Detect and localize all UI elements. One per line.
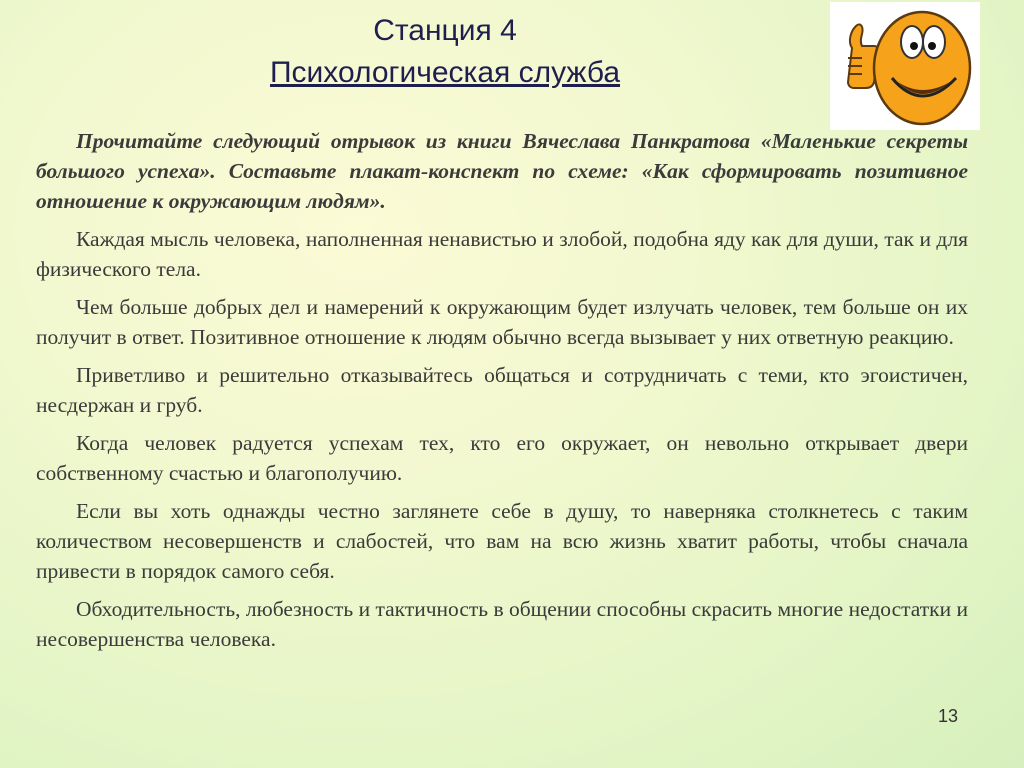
page-number: 13 [938,706,959,726]
service-title: Психологическая служба [269,56,621,89]
text-paragraph: Когда человек радуется успехам тех, кто его окружает, он невольно открывает двери собственному счастью и благополучию. [36,431,968,485]
text-paragraph: Чем больше добрых дел и намерений к окружающим будет излучать человек, тем больше он их получит в ответ. Позитивное отношение к людям обычно всегда вызывает у них ответную реакцию. [36,295,968,349]
slide-content [36,126,968,662]
text-paragraph: Приветливо и решительно отказывайтесь общаться и сотрудничать с теми, кто эгоистичен, несдержан и груб. [36,363,968,417]
text-paragraph: Каждая мысль человека, наполненная ненавистью и злобой, подобна яду как для души, так и для физического тела. [36,227,968,281]
text-paragraph: Если вы хоть однажды честно заглянете себе в душу, то наверняка столкнетесь с таким количеством несовершенств и слабостей, что вам на всю жизнь хватит работы, чтобы сначала привести в порядок самого себя. [36,499,968,583]
slide-title [230,12,660,92]
thumbs-up-smiley-icon [830,2,980,130]
task-paragraph: Прочитайте следующий отрывок из книги Вячеслава Панкратова «Маленькие секреты большого успеха». Составьте плакат-конспект по схеме: «Как сформировать позитивное отношение к окружающим людям». [36,129,968,213]
station-title: Станция 4 [373,14,517,47]
text-paragraph: Обходительность, любезность и тактичность в общении способны скрасить многие недостатки и несовершенства человека. [36,597,968,651]
